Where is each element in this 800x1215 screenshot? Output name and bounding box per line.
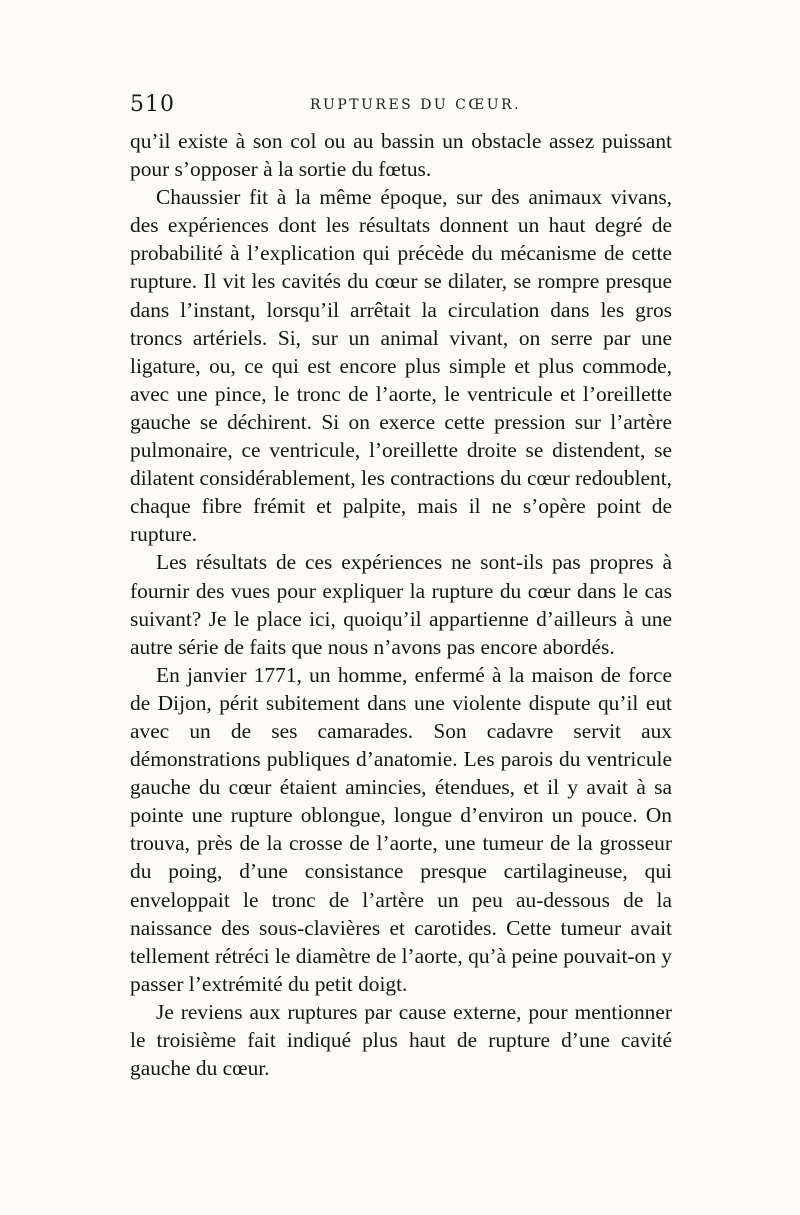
paragraph-results: Les résultats de ces expériences ne sont-ils pas propres à fournir des vues pour expliquer la rupture du cœur dans le cas suivant? Je le place ici, quoiqu’il appartienne d’ailleurs à une autre série de faits que nous n’avons pas encore abordés. [130, 550, 672, 659]
paragraph-case-1771: En janvier 1771, un homme, enfermé à la maison de force de Dijon, périt subitement dans une violente dispute qu’il eut avec un de ses camarades. Son cadavre servit aux démonstrations publiques d’anatomie. Les parois du ventricule gauche du cœur étaient amincies, étendues, et il y avait à sa pointe une rupture oblongue, longue d’environ un pouce. On trouva, près de la crosse de l’aorte, une tumeur de la grosseur du poing, d’une consistance presque cartilagineuse, qui enveloppait le tronc de l’artère un peu au-dessous de la naissance des sous-clavières et carotides. Cette tumeur avait tellement rétréci le diamètre de l’aorte, qu’à peine pouvait-on y passer l’extrémité du petit doigt. [130, 662, 672, 996]
page-number: 510 [130, 92, 175, 117]
body-text [130, 127, 672, 1082]
page-header [130, 92, 670, 122]
paragraph-external-cause: Je reviens aux ruptures par cause externe, pour mentionner le troisième fait indiqué plus haut de rupture d’une cavité gauche du cœur. [130, 999, 672, 1081]
paragraph-chaussier: Chaussier fit à la même époque, sur des animaux vivans, des expériences dont les résultats donnent un haut degré de probabilité à l’explication qui précède du mécanisme de cette rupture. Il vit les cavités du cœur se dilater, se rompre presque dans l’instant, lorsqu’il arrêtait la circulation dans les gros troncs artériels. Si, sur un animal vivant, on serre par une ligature, ou, ce qui est encore plus simple et plus commode, avec une pince, le tronc de l’aorte, le ventricule et l’oreillette gauche se déchirent. Si on exerce cette pression sur l’artère pulmonaire, ce ventricule, l’oreillette droite se distendent, se dilatent considérablement, les contractions du cœur redoublent, chaque fibre frémit et palpite, mais il ne s’opère point de rupture. [130, 185, 672, 547]
paragraph-continuation: qu’il existe à son col ou au bassin un obstacle assez puissant pour s’opposer à la sortie du fœtus. [130, 129, 672, 182]
running-title: RUPTURES DU CŒUR. [310, 97, 522, 113]
